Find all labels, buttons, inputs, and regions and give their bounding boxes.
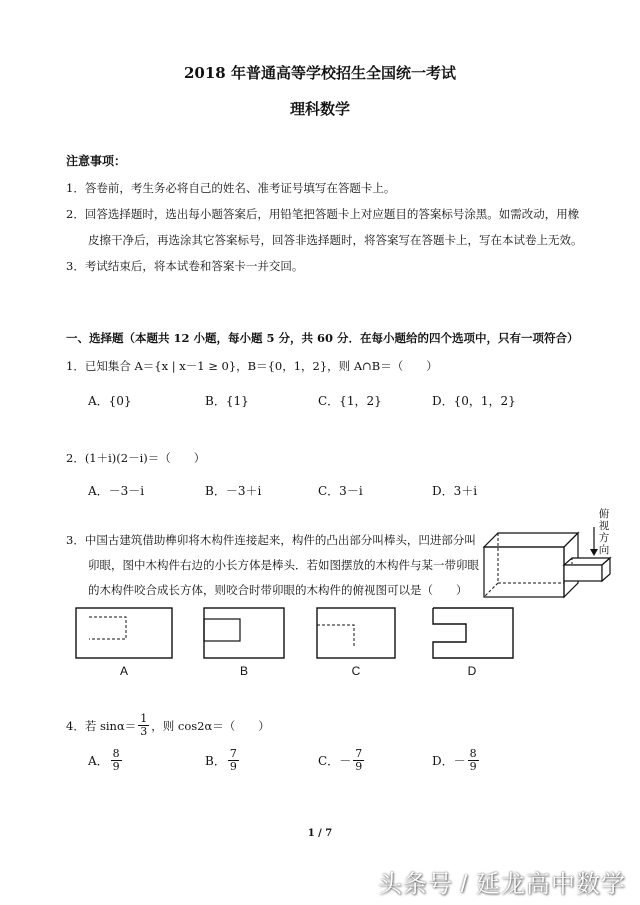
question-4-option-c: [318, 748, 366, 773]
fraction-denominator: 9: [112, 760, 120, 774]
option-sign: －: [453, 754, 466, 769]
fraction-denominator: 9: [355, 760, 363, 774]
notice-item-1: 1．答卷前，考生务必将自己的姓名、准考证号填写在答题卡上。: [66, 181, 396, 195]
question-3-line-3: 的木构件咬合成长方体，则咬合时带卯眼的木构件的俯视图可以是（ ）: [88, 583, 468, 597]
fraction-denominator: 9: [469, 760, 477, 774]
section-heading: 一、选择题（本题共 12 小题，每小题 5 分，共 60 分．在每小题给的四个选项中，只有一项符合）: [66, 331, 579, 345]
question-3-option-d-diagram: [432, 607, 514, 659]
question-4-stem-suffix: ，则 cos2α＝（ ）: [151, 718, 270, 733]
question-3-line-1: 3．中国古建筑借助榫卯将木构件连接起来，构件的凸出部分叫棒头，凹进部分叫: [66, 533, 476, 547]
option-letter: C．: [318, 754, 340, 769]
question-3-option-a-diagram: [75, 607, 173, 659]
option-fraction: [468, 748, 479, 773]
fraction-numerator: 7: [229, 747, 237, 760]
option-fraction: [228, 748, 239, 773]
question-4-option-b: [205, 748, 241, 773]
notice-item-2-line-1: 2．回答选择题时，选出每小题答案后，用铅笔把答题卡上对应题目的答案标号涂黑。如需改动，用橡: [66, 207, 580, 221]
fraction-numerator: 7: [355, 747, 363, 760]
question-4-fraction-numerator: 1: [140, 712, 148, 725]
question-3-option-c-label: C: [351, 664, 361, 678]
option-sign: －: [339, 754, 352, 769]
question-3-option-b-label: B: [239, 664, 248, 678]
question-1-option-c: C．{1，2}: [318, 394, 382, 408]
option-letter: D．: [432, 754, 454, 769]
fraction-numerator: 8: [112, 747, 120, 760]
option-letter: B．: [205, 754, 226, 769]
exam-subtitle: 理科数学: [289, 100, 350, 118]
notice-item-2-line-2: 皮擦干净后，再选涂其它答案标号，回答非选择题时，将答案写在答题卡上，写在本试卷上无效。: [88, 233, 583, 247]
question-2-stem: 2．(1＋i)(2－i)＝（ ）: [66, 451, 206, 465]
question-4-option-d: [432, 748, 481, 773]
question-3-option-c-diagram: [316, 607, 396, 659]
page-number: 1 / 7: [307, 828, 333, 839]
view-direction-label: 俯 视 方 向: [598, 508, 610, 556]
question-3-line-2: 卯眼，图中木构件右边的小长方体是棒头．若如图摆放的木构件与某一带卯眼: [88, 558, 479, 572]
question-1-option-d: D．{0，1，2}: [432, 394, 516, 408]
fraction-denominator: 9: [229, 760, 237, 774]
watermark: 头条号 / 延龙高中数学: [377, 871, 626, 898]
question-1-option-a: A．{0}: [88, 394, 132, 408]
notice-heading: 注意事项：: [66, 154, 127, 168]
question-2-option-d: D．3＋i: [432, 484, 478, 498]
question-2-option-a: A．－3－i: [88, 484, 145, 498]
option-letter: A．: [88, 754, 109, 769]
question-4-fraction: [138, 713, 149, 738]
option-fraction: [353, 748, 364, 773]
question-4-fraction-denominator: 3: [140, 725, 148, 739]
question-4-stem-prefix: 4．若 sinα＝: [66, 718, 137, 733]
question-4-stem: [66, 713, 270, 738]
question-3-option-a-label: A: [119, 664, 128, 678]
question-2-option-b: B．－3＋i: [205, 484, 262, 498]
question-2-option-c: C．3－i: [318, 484, 363, 498]
exam-title: 2018 年普通高等学校招生全国统一考试: [184, 64, 456, 82]
question-3-option-d-label: D: [467, 664, 477, 678]
question-3-option-b-diagram: [203, 607, 285, 659]
fraction-numerator: 8: [469, 747, 477, 760]
question-4-option-a: [88, 748, 124, 773]
notice-item-3: 3．考试结束后，将本试卷和答案卡一并交回。: [66, 259, 304, 273]
option-fraction: [111, 748, 122, 773]
question-1-option-b: B．{1}: [205, 394, 249, 408]
question-1-stem: 1．已知集合 A＝{x | x－1 ≥ 0}，B＝{0，1，2}，则 A∩B＝（ ）: [66, 359, 438, 373]
